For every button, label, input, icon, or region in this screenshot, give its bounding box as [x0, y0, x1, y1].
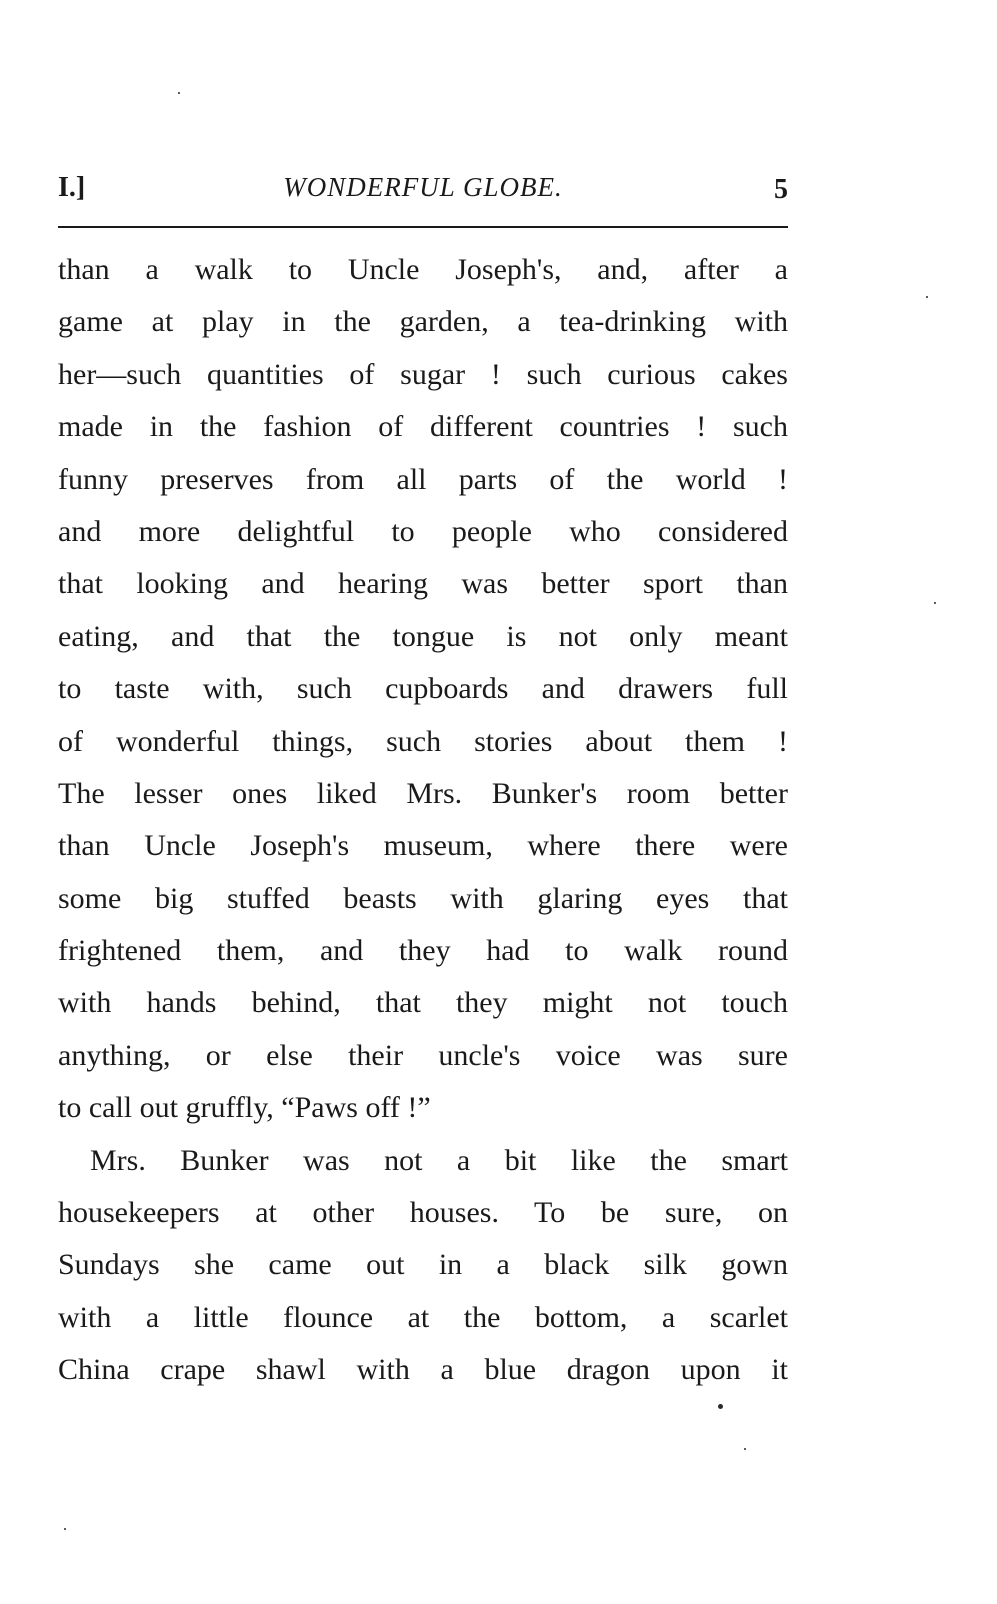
text-line: some big stuffed beasts with glaring eyes that	[58, 881, 788, 915]
text-line: than Uncle Joseph's museum, where there were	[58, 829, 788, 863]
text-line: eating, and that the tongue is not only meant	[58, 619, 788, 653]
text-line: Sundays she came out in a black silk gown	[58, 1248, 788, 1282]
text-line: with hands behind, that they might not touch	[58, 986, 788, 1020]
text-line: China crape shawl with a blue dragon upon it	[58, 1353, 788, 1387]
text-line: Mrs. Bunker was not a bit like the smart	[90, 1143, 788, 1177]
text-line: of wonderful things, such stories about them !	[58, 724, 788, 758]
text-line: than a walk to Uncle Joseph's, and, after a	[58, 253, 788, 286]
header-rule	[58, 226, 788, 228]
print-speck	[178, 92, 180, 94]
print-speck	[744, 1448, 746, 1450]
text-line: The lesser ones liked Mrs. Bunker's room better	[58, 776, 788, 810]
text-line: frightened them, and they had to walk round	[58, 934, 788, 968]
running-head	[58, 172, 788, 212]
print-speck	[926, 296, 928, 298]
text-line: made in the fashion of different countries ! such	[58, 410, 788, 444]
print-speck	[934, 602, 936, 604]
body-text	[58, 244, 788, 1397]
text-line: with a little flounce at the bottom, a scarlet	[58, 1300, 788, 1334]
print-speck	[64, 1528, 66, 1530]
text-line: game at play in the garden, a tea-drinking with	[58, 305, 788, 339]
text-line: housekeepers at other houses. To be sure, on	[58, 1196, 788, 1230]
text-line: her—such quantities of sugar ! such curious cakes	[58, 357, 788, 391]
text-line: funny preserves from all parts of the world !	[58, 462, 788, 496]
page-number: 5	[774, 174, 788, 205]
text-line: that looking and hearing was better sport than	[58, 567, 788, 601]
text-line: to taste with, such cupboards and drawers full	[58, 672, 788, 706]
text-line: to call out gruffly, “Paws off !”	[58, 1091, 431, 1125]
running-title: WONDERFUL GLOBE.	[283, 172, 563, 202]
text-line: anything, or else their uncle's voice was sure	[58, 1038, 788, 1072]
text-line: and more delightful to people who considered	[58, 514, 788, 548]
paragraph-2	[58, 1135, 788, 1397]
chapter-number: I.]	[58, 172, 86, 203]
print-speck	[718, 1404, 723, 1409]
paragraph-1	[58, 244, 788, 1135]
